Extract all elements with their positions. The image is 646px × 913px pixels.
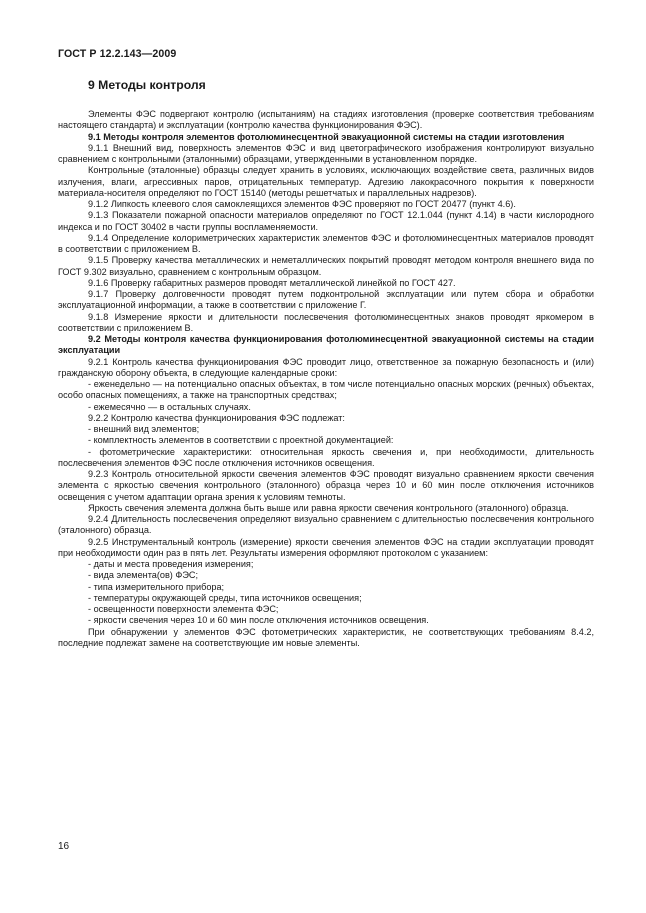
document-header: ГОСТ Р 12.2.143—2009: [58, 48, 177, 60]
subsection-heading: 9.2 Методы контроля качества функционирования фотолюминесцентной эвакуационной системы на стадии эксплуатации: [58, 334, 594, 356]
list-item: - типа измерительного прибора;: [88, 581, 225, 592]
paragraph: Контрольные (эталонные) образцы следует хранить в условиях, исключающих воздействие света, различных видов излучения, влаги, агрессивных паров, отрицательных температур. Адгезию лакокрасочного покрытия к поверхности материала-носителя определяют по ГОСТ 15140 (методы решетчатых и параллельных надрезов).: [58, 165, 594, 198]
paragraph: При обнаружении у элементов ФЭС фотометрических характеристик, не соответствующих требованиям 8.4.2, последние подлежат замене на соответствующие им новые элементы.: [58, 626, 594, 648]
paragraph: 9.1.2 Липкость клеевого слоя самоклеящихся элементов ФЭС проверяют по ГОСТ 20477 (пункт 4.6).: [88, 199, 516, 209]
paragraph: 9.2.3 Контроль относительной яркости свечения элементов ФЭС проводят визуально сравнением яркости свечения элемента с яркостью свечения контрольного (эталонного) образца через 10 и 60 мин после отключения источников освещения с учетом адаптации органа зрения к условиям темноты.: [58, 469, 594, 502]
paragraph: 9.2.2 Контролю качества функционирования ФЭС подлежат:: [88, 412, 345, 423]
paragraph: 9.1.8 Измерение яркости и длительности послесвечения фотолюминесцентных знаков проводят яркомером в соответствии с приложением В.: [58, 311, 594, 333]
page-number: 16: [58, 841, 70, 852]
paragraph: 9.2.1 Контроль качества функционирования ФЭС проводит лицо, ответственное за пожарную безопасность и (или) гражданскую оборону объекта, в следующие календарные сроки:: [58, 356, 594, 378]
list-item: - вида элемента(ов) ФЭС;: [88, 570, 199, 581]
list-item: - освещенности поверхности элемента ФЭС;: [88, 604, 279, 614]
paragraph: 9.1.5 Проверку качества металлических и неметаллических покрытий проводят методом контроля внешнего вида по ГОСТ 9.302 визуально, сравнением с контрольным образцом.: [58, 255, 594, 277]
list-item: - комплектность элементов в соответствии с проектной документацией:: [88, 435, 394, 446]
list-item: - яркости свечения через 10 и 60 мин после отключения источников освещения.: [88, 615, 429, 626]
list-item: - даты и места проведения измерения;: [88, 559, 254, 569]
paragraph: 9.1.4 Определение колориметрических характеристик элементов ФЭС и фотолюминесцентных материалов проводят в соответствии с приложением В.: [58, 232, 594, 254]
paragraph: 9.1.6 Проверку габаритных размеров проводят металлической линейкой по ГОСТ 427.: [88, 277, 456, 288]
subsection-heading: 9.1 Методы контроля элементов фотолюминесцентной эвакуационной системы на стадии изготовления: [88, 131, 565, 142]
list-item: - внешний вид элементов;: [88, 424, 200, 434]
paragraph: 9.1.7 Проверку долговечности проводят путем подконтрольной эксплуатации или путем сбора и обработки эксплуатационной информации, а также в соответствии с приложение Г.: [58, 289, 594, 311]
list-item: - еженедельно — на потенциально опасных объектах, в том числе потенциально опасных морских (речных) объектах, особо опасных помещениях, а также на транспортных средствах;: [58, 379, 594, 401]
document-body: [58, 109, 594, 649]
paragraph: 9.1.3 Показатели пожарной опасности материалов определяют по ГОСТ 12.1.044 (пункт 4.14) в части кислородного индекса и по ГОСТ 30402 в части группы воспламеняемости.: [58, 210, 594, 232]
paragraph: Элементы ФЭС подвергают контролю (испытаниям) на стадиях изготовления (проверке соответствия требованиям настоящего стандарта) и эксплуатации (контролю качества функционирования ФЭС).: [58, 109, 594, 131]
paragraph: 9.2.4 Длительность послесвечения определяют визуально сравнением с длительностью послесвечения контрольного (эталонного) образца.: [58, 514, 594, 536]
paragraph: 9.1.1 Внешний вид, поверхность элементов ФЭС и вид цветографического изображения контролируют визуально сравнением с контрольными (эталонными) образцами, утвержденными в установленном порядке.: [58, 142, 594, 164]
section-title: 9 Методы контроля: [88, 78, 206, 92]
list-item: - фотометрические характеристики: относительная яркость свечения и, при необходимости, длительность послесвечения элементов ФЭС после отключения источников освещения.: [58, 446, 594, 468]
list-item: - ежемесячно — в остальных случаях.: [88, 401, 251, 412]
paragraph: Яркость свечения элемента должна быть выше или равна яркости свечения контрольного (эталонного) образца.: [88, 502, 569, 513]
paragraph: 9.2.5 Инструментальный контроль (измерение) яркости свечения элементов ФЭС на стадии эксплуатации проводят при необходимости один раз в пять лет. Результаты измерения оформляют протоколом с указанием:: [58, 536, 594, 558]
list-item: - температуры окружающей среды, типа источников освещения;: [88, 592, 362, 603]
